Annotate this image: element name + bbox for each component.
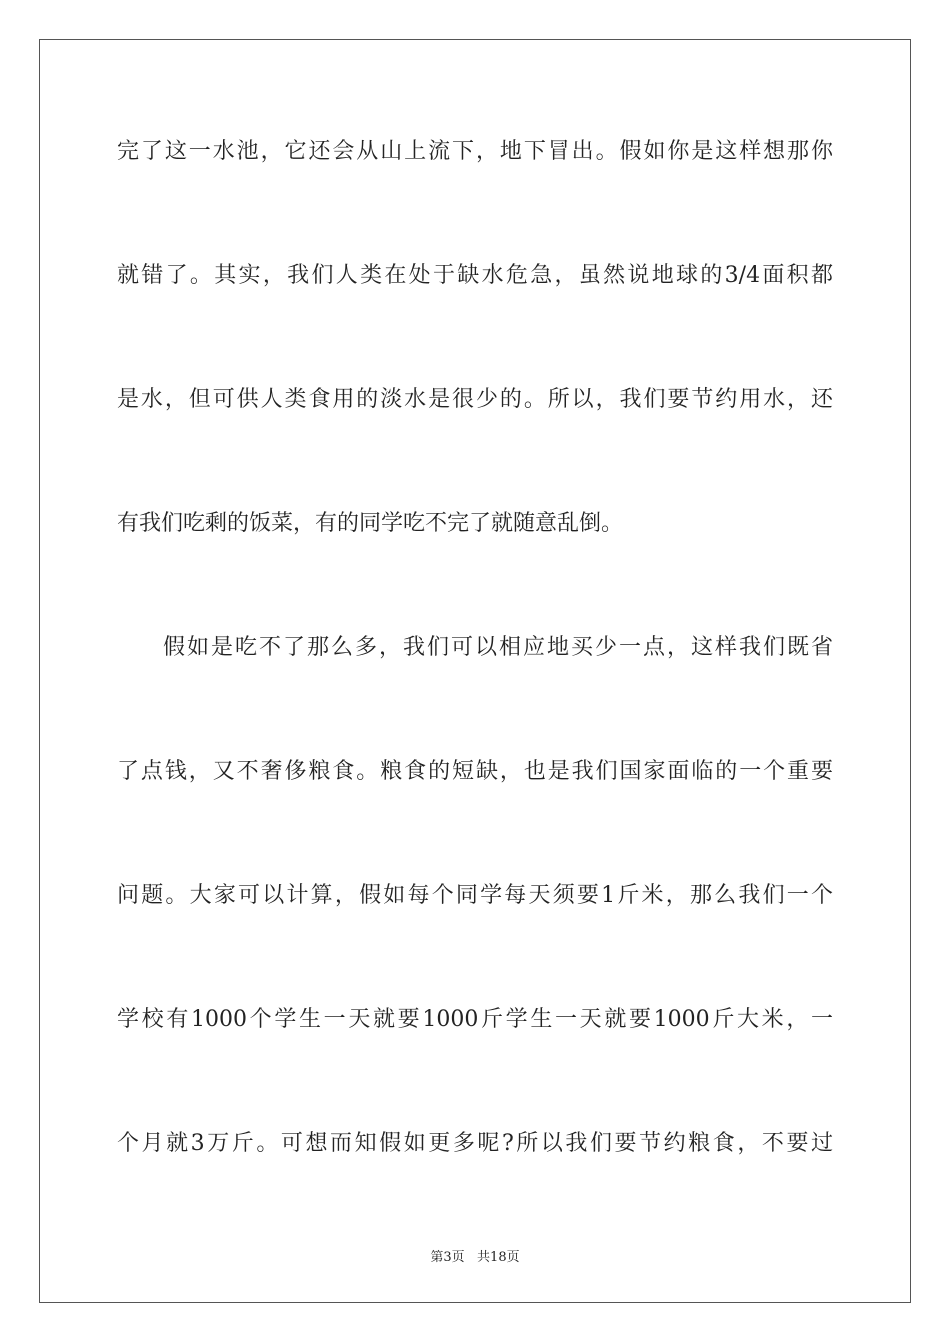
page-border bbox=[39, 39, 911, 1303]
text-line-8: 学校有1000个学生一天就要1000斤学生一天就要1000斤大米，一 bbox=[117, 1007, 833, 1032]
text-line-5: 假如是吃不了那么多，我们可以相应地买少一点，这样我们既省 bbox=[163, 635, 833, 660]
text-line-9: 个月就3万斤。可想而知假如更多呢?所以我们要节约粮食，不要过 bbox=[117, 1131, 833, 1156]
text-line-6: 了点钱，又不奢侈粮食。粮食的短缺，也是我们国家面临的一个重要 bbox=[117, 759, 833, 784]
page-number-footer: 第3页 共18页 bbox=[430, 1250, 520, 1265]
text-line-3: 是水，但可供人类食用的淡水是很少的。所以，我们要节约用水，还 bbox=[117, 387, 833, 412]
text-line-7: 问题。大家可以计算，假如每个同学每天须要1斤米，那么我们一个 bbox=[117, 883, 833, 908]
text-line-2: 就错了。其实，我们人类在处于缺水危急，虽然说地球的3/4面积都 bbox=[117, 263, 833, 288]
text-line-1: 完了这一水池，它还会从山上流下，地下冒出。假如你是这样想那你 bbox=[117, 139, 833, 164]
text-line-4: 有我们吃剩的饭菜，有的同学吃不完了就随意乱倒。 bbox=[117, 511, 624, 536]
